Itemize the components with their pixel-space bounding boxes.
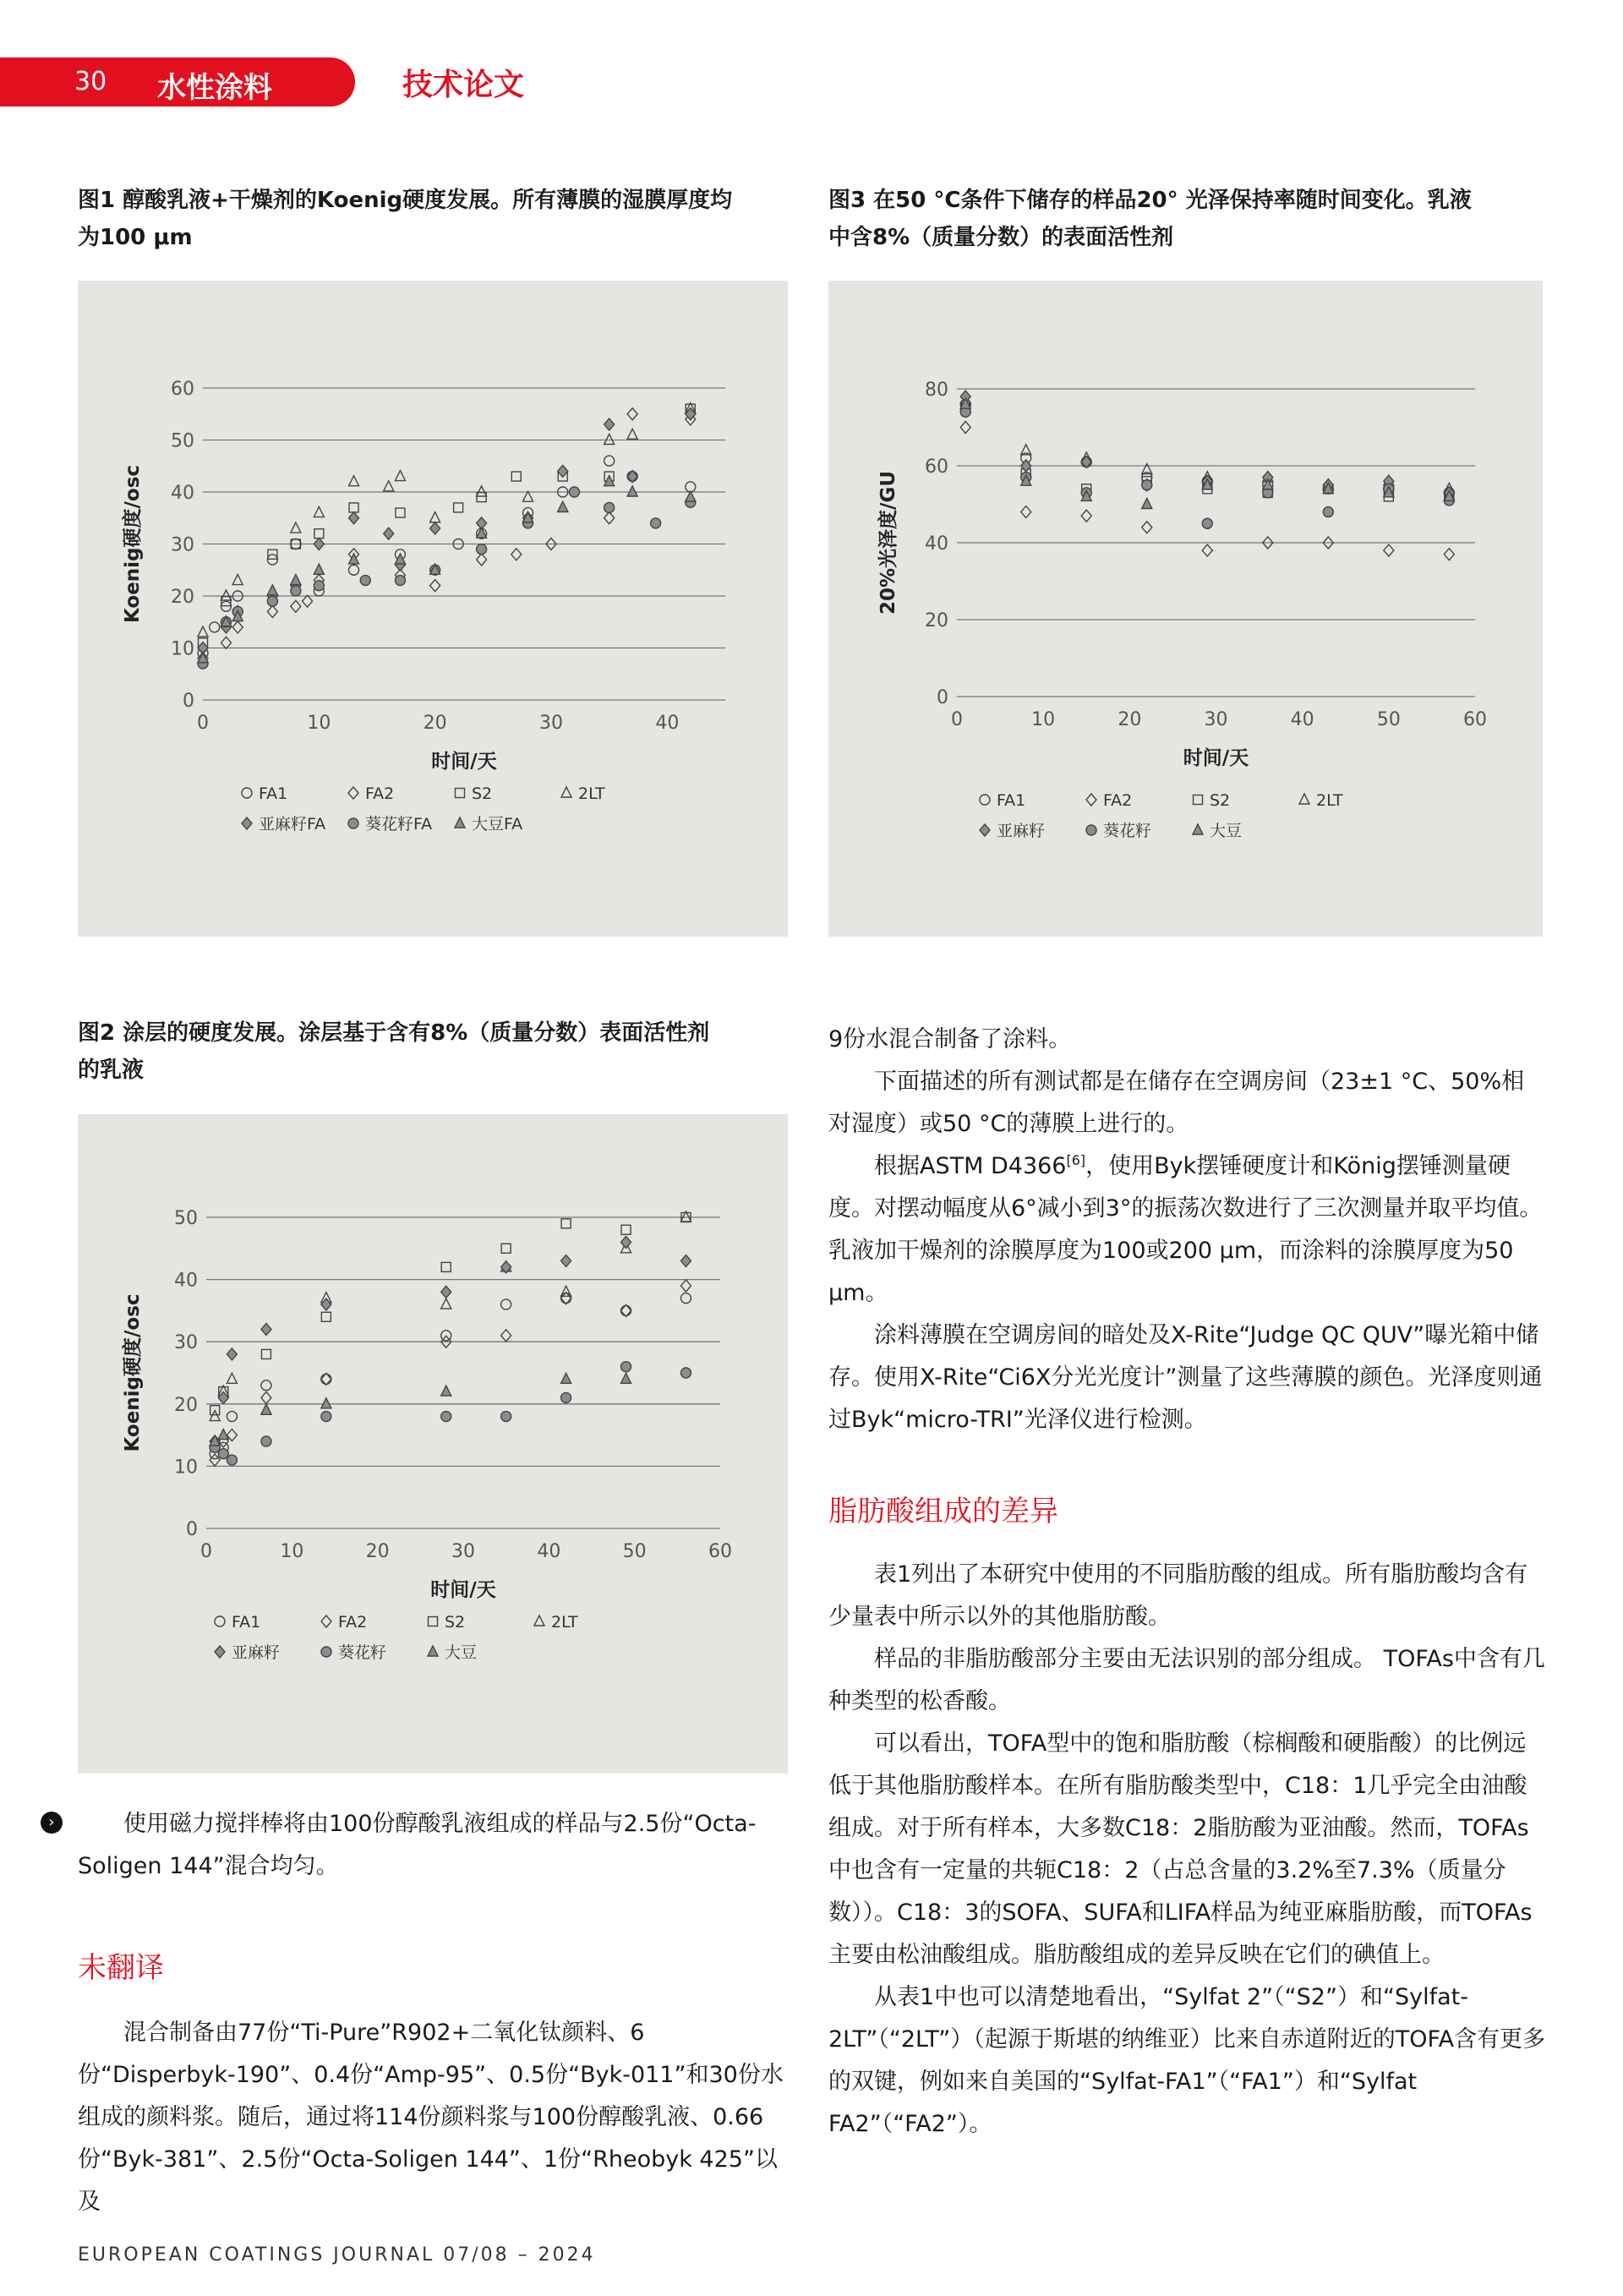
fig1-point-triangle-open [477, 486, 487, 496]
fig1-legend-marker [242, 817, 252, 829]
fig1-legend-label: FA1 [259, 784, 288, 803]
fig2-legend-marker [215, 1616, 225, 1626]
fig1-point-triangle-open [395, 471, 405, 481]
fig2-point-diamond-filled [227, 1348, 237, 1360]
fig3-legend-marker [980, 824, 990, 836]
fig3-point-circle-filled [1202, 518, 1212, 528]
fig1-point-diamond-open [627, 408, 637, 420]
fig2-point-triangle-open [227, 1373, 237, 1383]
fig1-xtick-label: 0 [197, 713, 209, 734]
figure1-caption: 图1 醇酸乳液+干燥剂的Koenig硬度发展。所有薄膜的湿膜厚度均 为100 μm [78, 188, 733, 250]
fig2-point-circle-filled [501, 1412, 511, 1422]
fig2-point-diamond-open [261, 1391, 271, 1403]
fig1-point-triangle-open [384, 481, 394, 491]
fig2-point-circle-filled [218, 1449, 228, 1459]
fig1-point-triangle-open [291, 522, 301, 533]
fig1-legend-label: S2 [472, 784, 493, 803]
figure3-chart [828, 281, 1543, 937]
fig3-xtick-label: 60 [1463, 709, 1487, 730]
fig3-xlabel: 时间/天 [1183, 747, 1249, 769]
fig2-point-circle-filled [261, 1436, 271, 1446]
fig3-ytick-label: 60 [925, 456, 948, 478]
fig1-point-diamond-filled [558, 465, 568, 477]
fig1-point-circle-filled [395, 576, 405, 586]
fig2-point-triangle-filled [261, 1404, 271, 1414]
fig1-point-triangle-filled [267, 585, 277, 595]
fig2-xtick-label: 30 [451, 1541, 475, 1562]
fig1-point-circle-open [210, 622, 220, 632]
fig1-point-triangle-open [523, 491, 533, 501]
fig2-legend-marker [429, 1617, 438, 1626]
category-title: 技术论文 [402, 68, 525, 102]
fig1-point-diamond-open [221, 637, 231, 648]
fig1-point-diamond-open [303, 595, 313, 607]
fig1-legend-marker [456, 789, 465, 798]
fig2-point-triangle-filled [621, 1373, 631, 1383]
figure1-chart [78, 281, 788, 937]
fig3-point-triangle-filled [1142, 499, 1152, 509]
fig1-legend-marker [348, 787, 358, 799]
fig3-xtick-label: 30 [1204, 709, 1228, 730]
fig1-legend-marker [348, 818, 358, 828]
fig2-point-circle-filled [621, 1362, 631, 1372]
fig1-point-triangle-open [349, 476, 359, 486]
fig1-point-triangle-open [198, 626, 208, 637]
fig3-legend-label: 大豆 [1210, 822, 1243, 840]
fig2-point-diamond-open [680, 1280, 691, 1292]
fig1-point-triangle-open [232, 575, 243, 585]
footer-journal: EUROPEAN COATINGS JOURNAL 07/08 – 2024 [78, 2244, 596, 2266]
fig3-point-diamond-open [960, 422, 970, 434]
section-title: 水性涂料 [157, 71, 272, 105]
fig1-point-diamond-open [291, 600, 301, 612]
fig1-xlabel: 时间/天 [431, 751, 497, 773]
fig1-point-circle-open [349, 565, 359, 575]
fig2-ytick-label: 20 [174, 1394, 198, 1416]
fig2-point-diamond-open [501, 1330, 511, 1342]
fig1-point-square-open [396, 508, 405, 517]
fig1-point-circle-filled [291, 586, 301, 596]
fig3-legend-label: 葵花籽 [1103, 822, 1152, 840]
fig2-legend-label: S2 [445, 1613, 466, 1632]
astm-paragraph: 根据ASTM D4366[6]，使用Byk摆锤硬度计和König摆锤测量硬度。对摆动幅度从6°减小到3°的振荡次数进行了三次测量并取平均值。乳液加干燥剂的涂膜厚度为100或200 μm，而涂料的涂膜厚度为50 μm。 [828, 1152, 1543, 1306]
fig1-xtick-label: 20 [423, 713, 447, 734]
fig3-svg [828, 281, 1543, 937]
right-column-text: 9份水混合制备了涂料。 下面描述的所有测试都是在储存在空调房间（23±1 °C、50%相对湿度）或50 °C的薄膜上进行的。 根据ASTM D4366[6]，使用Byk摆锤硬度计和König摆锤测量硬度。对摆动幅度从6°减小到3°的振荡次数进行了三次测量并取平均值。乳液加干燥剂的涂膜厚度为100或200 μm，而涂料的涂膜厚度为50 μm。 涂料薄膜在空调房间的暗处及X-Rite“Judge QC QUV”曝光箱中储存。使用X-Rite“Ci6X分光光度计”测量了这些薄膜的颜色。光泽度则通过Byk“micro-TRI”光泽仪进行检测。 [828, 1019, 1547, 1441]
fig2-point-square-open [261, 1349, 270, 1358]
fig2-point-circle-open [321, 1374, 331, 1384]
fig1-point-square-open [477, 493, 486, 502]
fig2-legend-label: 葵花籽 [338, 1643, 387, 1662]
fig2-point-triangle-filled [321, 1398, 331, 1408]
fig2-ytick-label: 10 [174, 1457, 198, 1479]
fig2-ytick-label: 50 [174, 1208, 198, 1229]
fig3-point-diamond-open [1384, 544, 1394, 556]
reference-6[interactable]: [6] [1066, 1152, 1086, 1168]
fig2-point-diamond-filled [561, 1255, 571, 1267]
fig2-point-square-open [561, 1219, 571, 1228]
fig2-point-triangle-open [441, 1298, 451, 1309]
fig2-ytick-label: 0 [186, 1519, 198, 1540]
fig2-point-circle-filled [680, 1368, 691, 1378]
fig2-point-triangle-filled [441, 1386, 451, 1396]
fig3-legend-marker [1299, 794, 1309, 804]
fig2-xtick-label: 50 [622, 1541, 647, 1562]
fig1-point-diamond-filled [430, 522, 440, 534]
fig2-legend-label: FA1 [232, 1613, 261, 1632]
fig3-point-circle-filled [1142, 480, 1152, 490]
fig1-point-square-open [314, 529, 324, 538]
fig2-point-square-open [621, 1225, 631, 1234]
fig2-point-circle-open [621, 1305, 631, 1315]
fig1-legend-marker [242, 788, 252, 798]
fig3-legend-label: 亚麻籽 [997, 822, 1046, 840]
fig1-point-circle-filled [314, 581, 324, 591]
fig2-point-circle-open [561, 1293, 571, 1304]
fig2-point-circle-open [261, 1380, 271, 1391]
fig2-point-diamond-filled [261, 1323, 271, 1335]
fig3-point-circle-filled [1323, 507, 1333, 517]
fig1-point-diamond-filled [349, 512, 359, 524]
fig2-point-circle-open [680, 1293, 691, 1304]
fig2-point-circle-open [501, 1299, 511, 1309]
fig3-ytick-label: 0 [937, 687, 948, 708]
fig1-legend-marker [561, 787, 571, 797]
fig2-xtick-label: 10 [280, 1541, 304, 1562]
fig3-point-diamond-open [1021, 506, 1031, 518]
fig1-point-diamond-open [430, 580, 440, 592]
fig2-xtick-label: 40 [537, 1541, 561, 1562]
fig1-legend-label: 大豆FA [472, 815, 523, 834]
fig2-point-diamond-filled [441, 1286, 451, 1298]
fig2-point-square-open [321, 1312, 331, 1321]
fig1-point-square-open [349, 503, 358, 512]
fig2-point-circle-filled [441, 1412, 451, 1422]
fig1-point-triangle-open [221, 590, 231, 600]
fig2-ytick-label: 40 [174, 1270, 198, 1292]
fig2-point-square-open [501, 1244, 511, 1253]
fig1-ytick-label: 20 [171, 587, 194, 608]
fig2-xtick-label: 0 [200, 1541, 212, 1562]
fig1-point-circle-filled [477, 544, 487, 555]
fig3-ytick-label: 80 [925, 380, 948, 401]
fig1-point-triangle-filled [291, 575, 301, 585]
fig1-ylabel: Koenig硬度/osc [122, 464, 144, 624]
fig2-point-square-open [441, 1262, 451, 1271]
fig2-point-diamond-filled [621, 1236, 631, 1248]
left-paragraph-1: 使用磁力搅拌棒将由100份醇酸乳液组成的样品与2.5份“Octa-Soligen 144”混合均匀。 [78, 1811, 757, 1879]
fig2-xlabel: 时间/天 [430, 1579, 496, 1601]
figure2-chart [78, 1114, 788, 1774]
fig2-legend-label: 2LT [551, 1613, 578, 1632]
fig1-ytick-label: 50 [171, 430, 194, 452]
page-number: 30 [74, 67, 107, 96]
fig2-xtick-label: 60 [708, 1541, 732, 1562]
fig1-point-triangle-filled [349, 554, 359, 564]
fig2-point-circle-filled [321, 1412, 331, 1422]
fig2-legend-marker [321, 1615, 331, 1627]
figure2-caption: 图2 涂层的硬度发展。涂层基于含有8%（质量分数）表面活性剂 的乳液 [78, 1020, 710, 1083]
fig1-point-triangle-open [430, 512, 440, 522]
fig3-legend-marker [1193, 824, 1203, 834]
fig3-legend-label: 2LT [1316, 791, 1343, 810]
fig1-point-circle-open [604, 456, 615, 466]
fig3-xtick-label: 50 [1376, 709, 1401, 730]
continue-arrow-icon: › [41, 1812, 63, 1834]
fig3-ylabel: 20%光泽度/GU [877, 470, 899, 615]
fig1-point-diamond-filled [604, 418, 615, 430]
fig1-ytick-label: 0 [183, 691, 194, 712]
fig2-legend-label: 亚麻籽 [232, 1643, 281, 1662]
fig1-ytick-label: 30 [171, 534, 194, 556]
fig1-ytick-label: 40 [171, 483, 194, 504]
fig2-point-circle-filled [561, 1392, 571, 1402]
fig1-legend-label: 亚麻籽FA [259, 815, 326, 834]
fig2-legend-marker [428, 1646, 438, 1656]
fig3-legend-label: S2 [1210, 791, 1231, 810]
fig1-point-diamond-filled [384, 528, 394, 539]
fig3-point-diamond-open [1202, 544, 1212, 556]
fig2-xtick-label: 20 [365, 1541, 390, 1562]
fig3-ytick-label: 20 [925, 610, 948, 631]
fig1-point-diamond-open [267, 605, 277, 617]
fig2-svg [78, 1114, 788, 1774]
fig2-point-triangle-open [210, 1411, 220, 1421]
fig3-xtick-label: 0 [951, 709, 963, 730]
fig1-point-diamond-open [604, 512, 615, 524]
fig2-legend-marker [534, 1615, 544, 1626]
fig1-point-circle-filled [569, 487, 579, 497]
fig1-point-diamond-open [232, 621, 243, 633]
fig1-point-circle-filled [360, 576, 370, 586]
fig1-point-triangle-filled [686, 491, 696, 501]
left-heading: 未翻译 [78, 1951, 164, 1985]
header-bar [0, 57, 355, 107]
fig3-point-diamond-open [1081, 510, 1091, 522]
fig1-point-diamond-open [511, 549, 522, 560]
fig2-legend-label: FA2 [338, 1613, 368, 1632]
fig1-legend-marker [455, 817, 465, 828]
fig1-ytick-label: 60 [171, 379, 194, 400]
fig3-xtick-label: 20 [1118, 709, 1142, 730]
fig3-xtick-label: 10 [1031, 709, 1056, 730]
fig2-point-circle-filled [227, 1455, 237, 1465]
fig3-legend-marker [980, 795, 990, 805]
fig1-point-triangle-filled [627, 486, 637, 496]
fig1-point-triangle-open [314, 507, 324, 517]
fig1-svg [78, 281, 788, 937]
fig3-ytick-label: 40 [925, 533, 948, 555]
fig3-legend-marker [1086, 825, 1096, 835]
fig1-xtick-label: 30 [539, 713, 563, 734]
fig1-point-circle-filled [604, 502, 615, 512]
fig3-point-diamond-open [1142, 522, 1152, 533]
left-paragraph-2: 混合制备由77份“Ti-Pure”R902+二氧化钛颜料、6份“Disperbyk-190”、0.4份“Amp-95”、0.5份“Byk-011”和30份水组成的颜料浆。随后，通过将114份颜料浆与100份醇酸乳液、0.66份“Byk-381”、2.5份“Octa-Soligen 144”、1份“Rheobyk 425”以及 [78, 2020, 784, 2215]
fig2-ytick-label: 30 [174, 1332, 198, 1354]
fig1-xtick-label: 40 [655, 713, 680, 734]
fig3-legend-marker [1086, 794, 1096, 806]
fig2-point-triangle-filled [561, 1373, 571, 1383]
fig2-legend-marker [215, 1646, 225, 1658]
fig1-legend-label: 葵花籽FA [365, 815, 433, 834]
fig1-point-triangle-filled [558, 501, 568, 511]
fig1-legend-label: FA2 [365, 784, 395, 803]
right-column-text-2: 表1列出了本研究中使用的不同脂肪酸的组成。所有脂肪酸均含有少量表中所示以外的其他脂肪酸。 样品的非脂肪酸部分主要由无法识别的部分组成。 TOFAs中含有几种类型的松香酸。 可以看出，TOFA型中的饱和脂肪酸（棕榈酸和硬脂酸）的比例远低于其他脂肪酸样本。在所有脂肪酸类型中，C18：1几乎完全由油酸组成。对于所有样本，大多数C18：2脂肪酸为亚油酸。然而，TOFAs中也含有一定量的共轭C18：2（占总含量的3.2%至7.3%（质量分数））。C18：3的SOFA、SUFA和LIFA样品为纯亚麻脂肪酸，而TOFAs主要由松油酸组成。脂肪酸组成的差异反映在它们的碘值上。 从表1中也可以清楚地看出，“Sylfat 2”（“S2”）和“Sylfat-2LT”（“2LT”）（起源于斯堪的纳维亚）比来自赤道附近的TOFA含有更多的双键，例如来自美国的“Sylfat-FA1”（“FA1”）和“Sylfat FA2”（“FA2”）。 [828, 1561, 1546, 2137]
fig1-point-circle-filled [651, 518, 661, 528]
fig1-xtick-label: 10 [307, 713, 331, 734]
fig2-point-circle-open [227, 1412, 237, 1422]
fig2-point-diamond-filled [680, 1255, 691, 1267]
fig3-xtick-label: 40 [1290, 709, 1314, 730]
figure3-caption: 图3 在50 °C条件下储存的样品20° 光泽保持率随时间变化。乳液 中含8%（质量分数）的表面活性剂 [828, 188, 1472, 250]
fig1-point-circle-filled [267, 596, 277, 606]
fig2-ylabel: Koenig硬度/osc [122, 1293, 144, 1452]
fig1-legend-label: 2LT [578, 784, 605, 803]
fig1-point-square-open [511, 472, 521, 481]
fig3-legend-marker [1194, 795, 1203, 805]
fig1-ytick-label: 10 [171, 638, 194, 660]
fig1-point-triangle-filled [314, 564, 324, 574]
fig3-legend-label: FA2 [1103, 791, 1133, 810]
right-heading: 脂肪酸组成的差异 [828, 1495, 1058, 1528]
fig1-point-diamond-open [477, 554, 487, 566]
fig1-point-diamond-filled [314, 538, 324, 550]
fig3-point-diamond-open [1444, 549, 1454, 560]
fig1-point-triangle-open [604, 435, 615, 445]
fig3-legend-label: FA1 [997, 791, 1026, 810]
fig1-point-triangle-open [627, 429, 637, 439]
fig2-legend-label: 大豆 [445, 1643, 478, 1662]
fig1-point-square-open [454, 503, 463, 512]
fig2-legend-marker [321, 1647, 331, 1657]
